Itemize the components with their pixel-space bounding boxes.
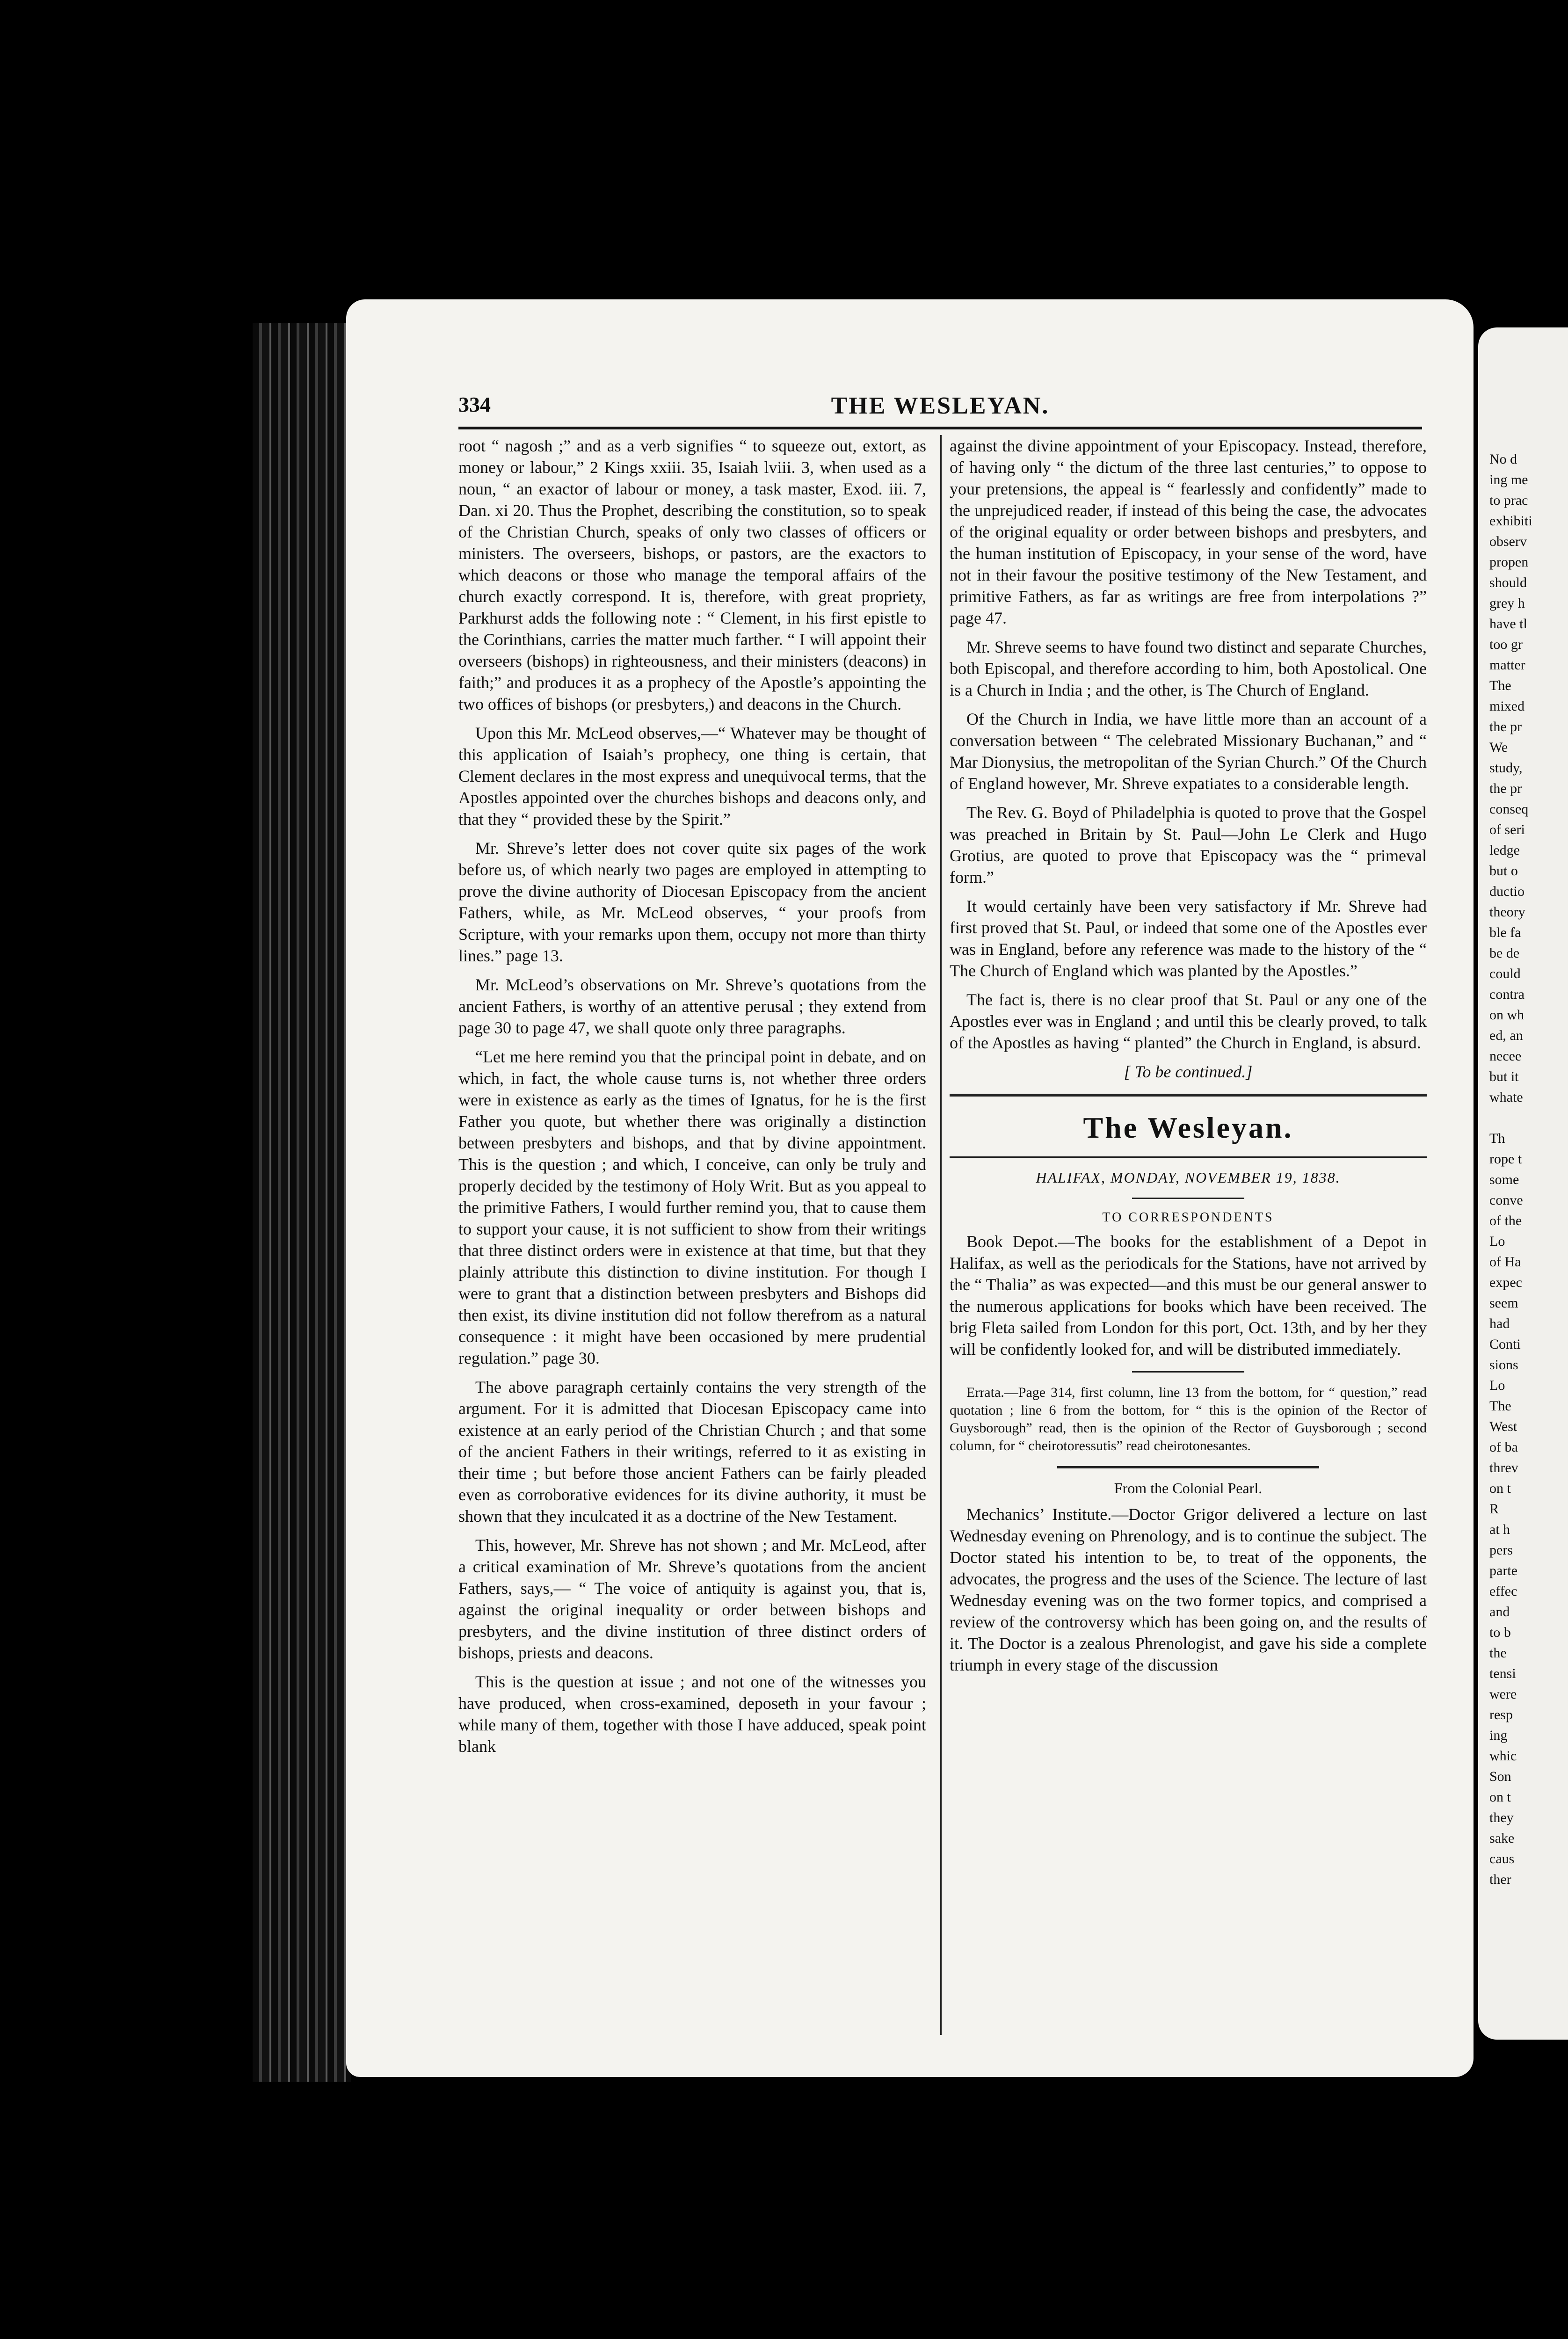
facing-page-fragment: but it [1489, 1069, 1519, 1084]
facing-page-fragment: ing [1489, 1728, 1508, 1743]
facing-page-fragment: to b [1489, 1625, 1511, 1640]
facing-page-fragment: the pr [1489, 781, 1522, 796]
facing-page-fragment: sions [1489, 1357, 1518, 1373]
facing-page-fragment: study, [1489, 760, 1523, 776]
facing-page-fragment: whic [1489, 1748, 1517, 1764]
facing-page-fragment: were [1489, 1686, 1517, 1702]
facing-page-fragment: We [1489, 740, 1508, 755]
facing-page-fragment: conve [1489, 1192, 1523, 1208]
correspondents-notice: Book Depot.—The books for the establishment of a Depot in Halifax, as well as the periodicals for the Stations, have not arrived by the “ Thalia” as was expected—and this must be our general answer to the numerous applications for books which have been received. The brig Fleta sailed from London for this port, Oct. 13th, and by her they will be confidently looked for, and will be distributed immediately. [950, 1232, 1427, 1358]
article-paragraph: root “ nagosh ;” and as a verb signifies “ to squeeze out, extort, as money or labour,” 2 Kings xxiii. 35, Isaiah lviii. 3, when used as a noun, “ an exactor of labour or money, a task master, Exod. iii. 7, Dan. xi 20. Thus the Prophet, describing the constitution, so to speak of the Christian Church, speaks of only two classes of officers or ministers. The overseers, bishops, or pastors, are the exactors to which deacons or those who manage the temporal affairs of the church exactly correspond. It is, therefore, with great propriety, Parkhurst adds the following note : “ Clement, in his first epistle to the Corinthians, carries the matter much farther. “ I will appoint their overseers (bishops) in righteousness, and their ministers (deacons) in faith;” and produces it as a prophecy of the Apostle’s appointing the two offices of bishops (or presbyters,) and deacons in the Church. [458, 436, 926, 713]
facing-page-fragment: on t [1489, 1789, 1511, 1805]
facing-page-fragment: R [1489, 1501, 1499, 1517]
article-paragraph: “Let me here remind you that the principal point in debate, and on which, in fact, the whole cause turns is, not whether three orders were in existence as early as the times of Ignatus, for he is the first Father you quote, but whether there was originally a distinction between presbyters and bishops, and that by divine appointment. This is the question ; and which, I conceive, can only be truly and properly decided by the testimony of Holy Writ. But as you appeal to the primitive Fathers, I would further remind you, that to cause them to support your cause, it is not sufficient to show from their writings that three distinct orders were in existence at that time, but that they plainly attribute this distinction to divine institution. For though I were to grant that a distinction between presbyters and Bishops did then exist, its divine institution did not follow therefrom as a natural consequence : it might have been occasioned by mere prudential regulation.” page 30. [458, 1047, 926, 1367]
facing-page-fragment: Conti [1489, 1337, 1521, 1352]
short-rule [1132, 1371, 1244, 1373]
facing-page-fragment: Th [1489, 1131, 1505, 1146]
mechanics-institute-article: Mechanics’ Institute.—Doctor Grigor delivered a lecture on last Wednesday evening on Phrenology, and is to continue the subject. The Doctor stated his intention to be, to treat of the opponents, the advocates, the progress and the uses of the Science. The lecture of last Wednesday evening was on the two former topics, and comprised a review of the controversy which has been going on, and the results of it. The Doctor is a zealous Phrenologist, and gave his side a complete triumph in every stage of the discussion [950, 1505, 1427, 1674]
facing-page-fragment: expec [1489, 1275, 1522, 1290]
facing-page-fragment: of the [1489, 1213, 1522, 1228]
facing-page-fragment: pers [1489, 1542, 1513, 1558]
facing-page-fragment: parte [1489, 1563, 1517, 1578]
facing-page-fragment: contra [1489, 987, 1524, 1002]
facing-page-fragment: No d [1489, 451, 1517, 467]
facing-page-fragment: to prac [1489, 493, 1528, 508]
facing-page-fragment: had [1489, 1316, 1510, 1331]
page-header [458, 392, 1422, 429]
article-paragraph: Mr. Shreve seems to have found two distinct and separate Churches, both Episcopal, and therefore according to him, both Apostolical. One is a Church in India ; and the other, is The Church of England. [950, 638, 1427, 699]
facing-page-fragment: matter [1489, 657, 1525, 673]
facing-page-fragment: have tl [1489, 616, 1527, 632]
running-title: THE WESLEYAN. [831, 392, 1050, 419]
page-number: 334 [458, 392, 491, 416]
facing-page-fragment: on wh [1489, 1007, 1524, 1023]
facing-page-fragment: effec [1489, 1584, 1517, 1599]
facing-page-fragment: exhibiti [1489, 513, 1532, 529]
facing-page-fragment: ductio [1489, 884, 1524, 899]
facing-page-fragment: on t [1489, 1481, 1511, 1496]
article-paragraph: Mr. McLeod’s observations on Mr. Shreve’s quotations from the ancient Fathers, is worthy of an attentive perusal ; they extend from page 30 to page 47, we shall quote only three paragraphs. [458, 975, 926, 1037]
facing-page-fragment: necee [1489, 1048, 1522, 1064]
facing-page-fragment: of seri [1489, 822, 1525, 837]
facing-page-fragment: conseq [1489, 801, 1529, 817]
facing-page-fragment: at h [1489, 1522, 1510, 1537]
facing-page-fragment: Son [1489, 1769, 1511, 1784]
facing-page-fragment: the [1489, 1645, 1507, 1661]
facing-page-fragment: but o [1489, 863, 1518, 879]
right-column [950, 435, 1427, 2040]
facing-page-fragment: ledge [1489, 843, 1520, 858]
facing-page-fragment: some [1489, 1172, 1519, 1187]
facing-page-fragment: ble fa [1489, 925, 1521, 940]
facing-page-fragment: Lo [1489, 1378, 1505, 1393]
book-binding-edge [253, 323, 351, 2082]
facing-page-fragment: grey h [1489, 596, 1525, 611]
article-paragraph: This, however, Mr. Shreve has not shown ; and Mr. McLeod, after a critical examination of Mr. Shreve’s quotations from the ancient Fathers, says,— “ The voice of antiquity is against you, that is, against the original inequality or order between bishops and presbyters, and the divine institution of three distinct orders of bishops, priests and deacons. [458, 1536, 926, 1662]
section-rule [950, 1094, 1427, 1097]
article-paragraph: The fact is, there is no clear proof that St. Paul or any one of the Apostles ever was in England ; and until this be clearly proved, to talk of the Apostles as having “ planted” the Church in England, is absurd. [950, 990, 1427, 1052]
facing-page-fragment: too gr [1489, 637, 1523, 652]
correspondents-heading: TO CORRESPONDENTS [1102, 1210, 1274, 1225]
facing-page-fragment: West [1489, 1419, 1517, 1434]
facing-page-fragment: of ba [1489, 1439, 1518, 1455]
header-rule [458, 427, 1422, 429]
article-paragraph: The above paragraph certainly contains the very strength of the argument. For it is admitted that Diocesan Episcopacy came into existence at an early period of the Christian Church ; and that some of the ancient Fathers in their writings, referred to it as existing in their time ; but before those ancient Fathers can be fairly pleaded even as corroborative evidences for its divine authority, it must be shown that they inculcated it as a doctrine of the New Testament. [458, 1378, 926, 1525]
article-paragraph: This is the question at issue ; and not one of the witnesses you have produced, when cross-examined, deposeth in your favour ; while many of them, together with those I have adduced, speak point blank [458, 1672, 926, 1756]
facing-page-fragment: whate [1489, 1090, 1523, 1105]
facing-page-fragment: they [1489, 1810, 1514, 1825]
article-paragraph: Of the Church in India, we have little more than an account of a conversation between “ The celebrated Missionary Buchanan,” and “ Mar Dionysius, the metropolitan of the Syrian Church.” Of the Church of England however, Mr. Shreve expatiates to a considerable length. [950, 710, 1427, 793]
masthead: The Wesleyan. [1083, 1111, 1293, 1144]
facing-page-fragment: ing me [1489, 472, 1528, 487]
facing-page [1478, 327, 1568, 2040]
to-be-continued: [ To be continued.] [1124, 1062, 1253, 1081]
facing-page-fragment [1478, 1108, 1568, 1128]
column-divider [940, 435, 942, 2035]
facing-page-fragment: observ [1489, 534, 1527, 549]
facing-page-fragment: The [1489, 678, 1511, 693]
article-paragraph: Upon this Mr. McLeod observes,—“ Whatever may be thought of this application of Isaiah’s prophecy, one thing is certain, that Clement declares in the most express and unequivocal terms, that the Apostles appointed over the churches bishops and deacons only, and that they “ provided these by the Spirit.” [458, 724, 926, 828]
facing-page-fragment: Lo [1489, 1234, 1505, 1249]
facing-page-fragment: tensi [1489, 1666, 1516, 1681]
facing-page-fragment: caus [1489, 1851, 1515, 1867]
section-rule [1057, 1466, 1319, 1468]
facing-page-fragment: the pr [1489, 719, 1522, 734]
facing-page-fragment: could [1489, 966, 1521, 981]
facing-page-fragment: seem [1489, 1295, 1518, 1311]
facing-page-fragment: ed, an [1489, 1028, 1523, 1043]
facing-page-fragment: threv [1489, 1460, 1518, 1475]
facing-page-fragment: The [1489, 1398, 1511, 1414]
facing-page-fragment: theory [1489, 904, 1525, 920]
short-rule [1132, 1198, 1244, 1199]
article-paragraph: Mr. Shreve’s letter does not cover quite six pages of the work before us, of which nearly two pages are employed in attempting to prove the divine authority of Diocesan Episcopacy from the ancient Fathers, while, as Mr. McLeod observes, “ your proofs from Scripture, with your remarks upon them, occupy not more than thirty lines.” page 13. [458, 839, 926, 965]
article-paragraph: The Rev. G. Boyd of Philadelphia is quoted to prove that the Gospel was preached in Britain by St. Paul—John Le Clerk and Hugo Grotius, are quoted to prove that Episcopacy was the “ primeval form.” [950, 803, 1427, 886]
facing-page-fragment: sake [1489, 1831, 1515, 1846]
facing-page-fragment: propen [1489, 554, 1529, 570]
colonial-pearl-heading: From the Colonial Pearl. [1114, 1480, 1263, 1496]
masthead-rule [950, 1156, 1427, 1158]
facing-page-fragment: rope t [1489, 1151, 1522, 1167]
facing-page-fragment: mixed [1489, 698, 1524, 714]
facing-page-fragment: be de [1489, 945, 1520, 961]
facing-page-fragment: ther [1489, 1872, 1511, 1887]
article-paragraph: It would certainly have been very satisfactory if Mr. Shreve had first proved that St. Paul, or indeed that some one of the Apostles ever was in England, before any reference was made to the history of the “ The Church of England which was planted by the Apostles.” [950, 897, 1427, 980]
errata-notice: Errata.—Page 314, first column, line 13 from the bottom, for “ question,” read quotation ; line 6 from the bottom, for “ this is the opinion of the Rector of Guysborough” read, then is the opinion of the Rector of Guysborough ; second column, for “ cheirotoressutis” read cheirotonesantes. [950, 1385, 1427, 1453]
dateline: HALIFAX, MONDAY, NOVEMBER 19, 1838. [1036, 1169, 1341, 1186]
left-column [458, 435, 926, 2040]
facing-page-fragment: should [1489, 575, 1527, 590]
facing-page-fragment: and [1489, 1604, 1510, 1620]
article-paragraph: against the divine appointment of your Episcopacy. Instead, therefore, of having only “ the dictum of the three last centuries,” to oppose to your pretensions, the appeal is “ fearlessly and confidently” made to the unprejudiced reader, if instead of this being the case, the advocates of the original equality or order between bishops and presbyters, and the human institution of Episcopacy, in your sense of the word, have not in their favour the positive testimony of the New Testament, and primitive Fathers, as far as writings are free from interpolations ?” page 47. [950, 436, 1427, 627]
facing-page-fragment: of Ha [1489, 1254, 1521, 1270]
facing-page-fragment: resp [1489, 1707, 1513, 1722]
